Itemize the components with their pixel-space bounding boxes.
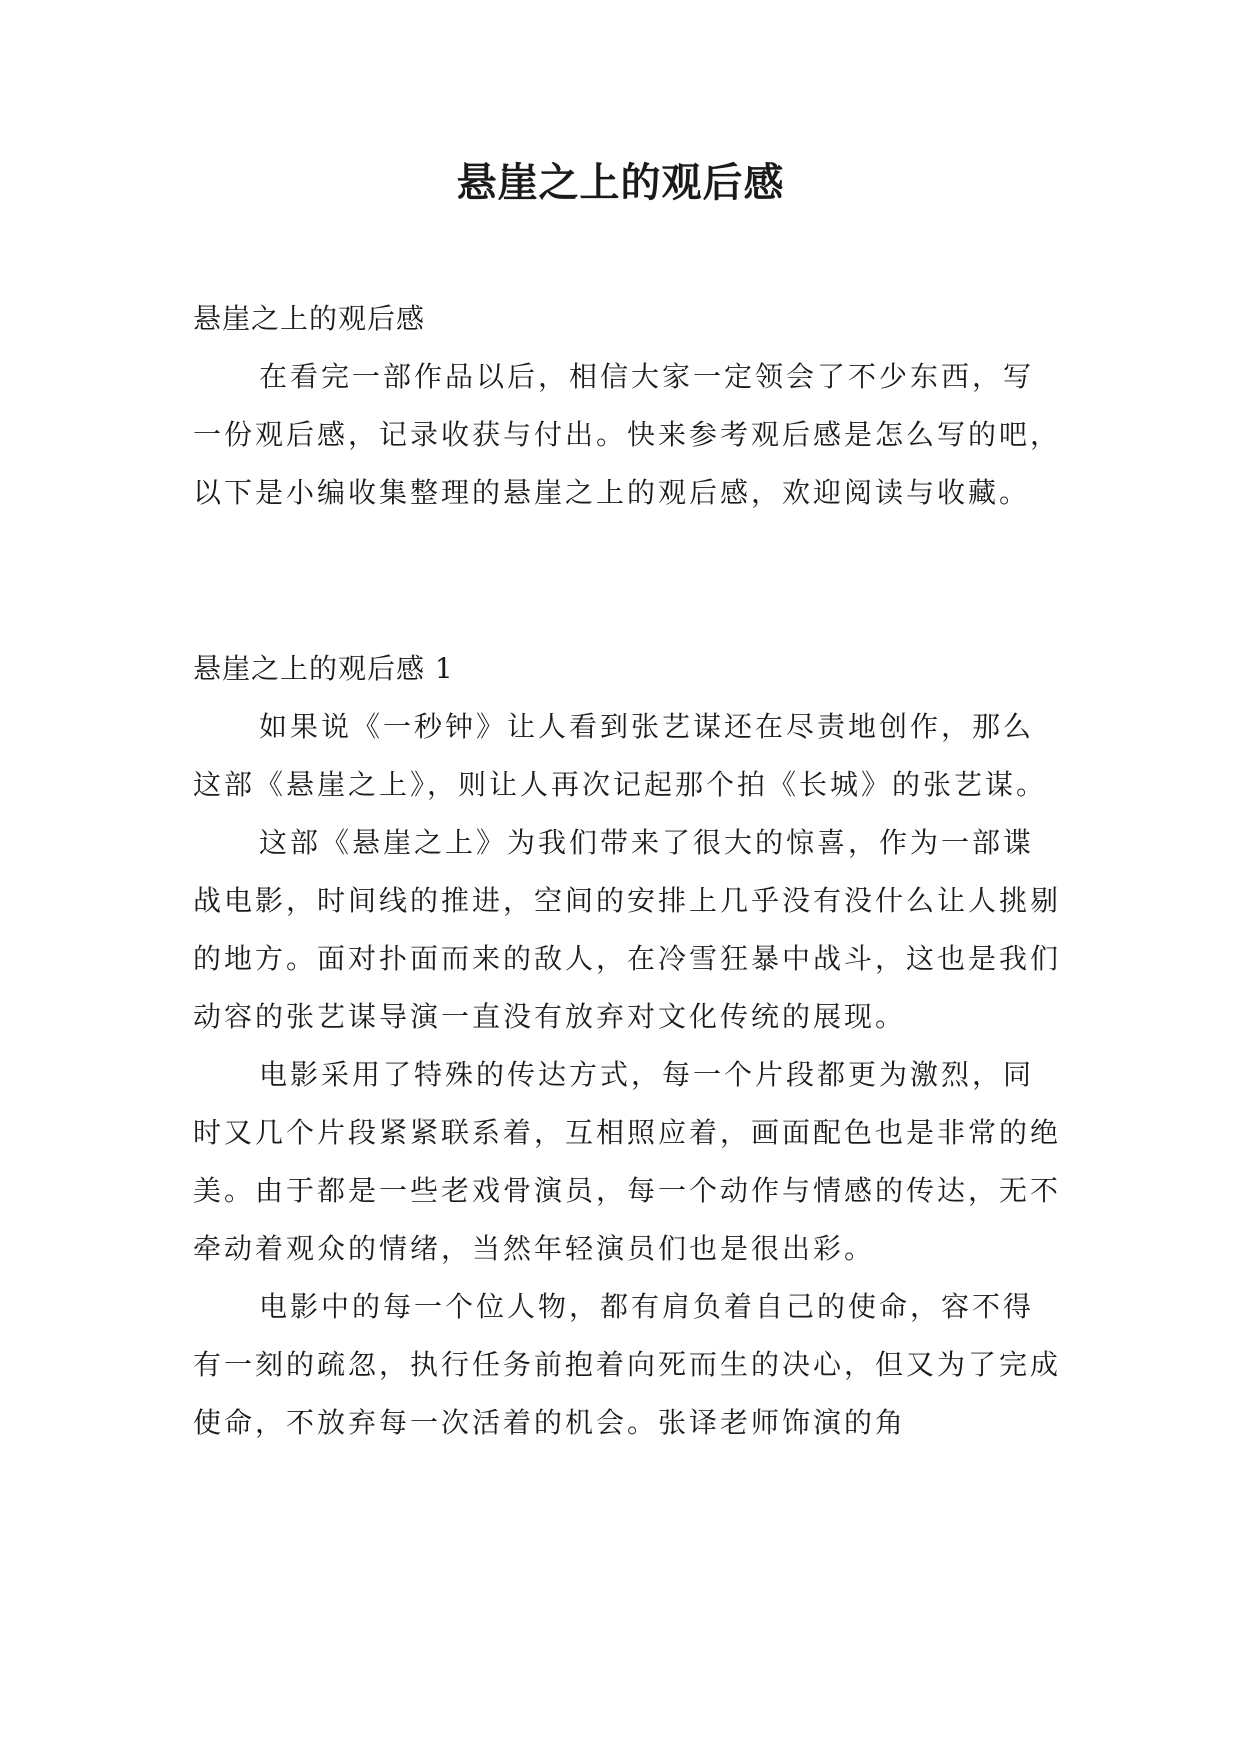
body-paragraph: 这部《悬崖之上》为我们带来了很大的惊喜，作为一部谍战电影，时间线的推进，空间的安排上几乎没有没什么让人挑剔的地方。面对扑面而来的敌人，在冷雪狂暴中战斗，这也是我们动容的张艺谋导演一直没有放弃对文化传统的展现。 — [193, 826, 1062, 1033]
section-heading: 悬崖之上的观后感 1 — [193, 652, 454, 685]
body-paragraph: 电影中的每一个位人物，都有肩负着自己的使命，容不得有一刻的疏忽，执行任务前抱着向死而生的决心，但又为了完成使命，不放弃每一次活着的机会。张译老师饰演的角 — [193, 1290, 1062, 1439]
intro-paragraph: 在看完一部作品以后，相信大家一定领会了不少东西，写一份观后感，记录收获与付出。快来参考观后感是怎么写的吧，以下是小编收集整理的悬崖之上的观后感，欢迎阅读与收藏。 — [193, 360, 1062, 509]
document-title: 悬崖之上的观后感 — [456, 160, 785, 206]
body-paragraph: 如果说《一秒钟》让人看到张艺谋还在尽责地创作，那么这部《悬崖之上》，则让人再次记起那个拍《长城》的张艺谋。 — [193, 710, 1048, 801]
body-paragraph: 电影采用了特殊的传达方式，每一个片段都更为激烈，同时又几个片段紧紧联系着，互相照应着，画面配色也是非常的绝美。由于都是一些老戏骨演员，每一个动作与情感的传达，无不牵动着观众的情绪，当然年轻演员们也是很出彩。 — [193, 1058, 1062, 1265]
section-body — [193, 698, 1063, 1452]
intro-heading: 悬崖之上的观后感 — [193, 302, 426, 335]
